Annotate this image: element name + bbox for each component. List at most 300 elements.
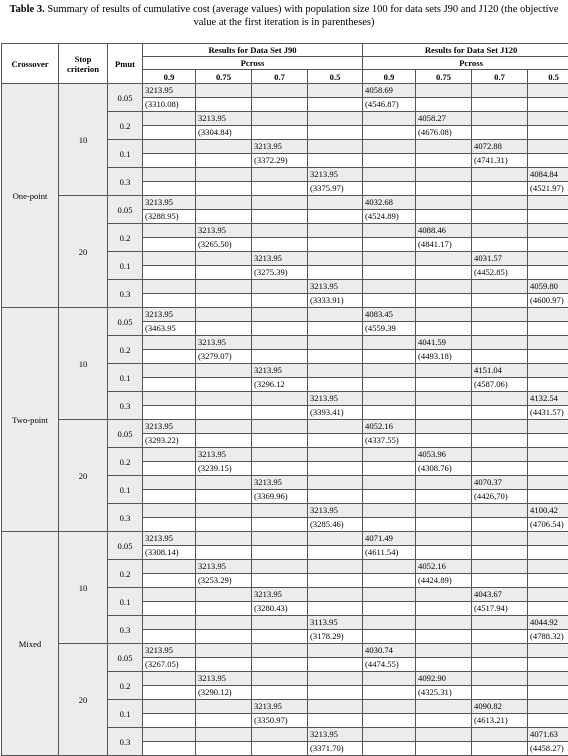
empty-value	[308, 588, 362, 602]
empty-value	[143, 168, 195, 182]
j120-cell	[363, 336, 416, 364]
j120-cell	[416, 728, 472, 756]
j120-cell	[363, 84, 416, 112]
empty-value	[363, 266, 415, 279]
empty-value	[143, 462, 195, 475]
j90-initial-value: (3285.46)	[308, 518, 362, 531]
j90-initial-value: (3371.70)	[308, 742, 362, 755]
j120-initial-value: (4424.89)	[416, 574, 471, 587]
empty-value	[143, 616, 195, 630]
j120-cell	[528, 280, 568, 308]
j90-average-value: 3213.95	[308, 168, 362, 182]
empty-value	[472, 448, 527, 462]
empty-value	[472, 644, 527, 658]
j120-initial-value: (4521.97)	[528, 182, 568, 195]
empty-value	[472, 616, 527, 630]
j120-cell	[363, 168, 416, 196]
j90-initial-value: (3288.95)	[143, 210, 195, 223]
empty-value	[416, 658, 471, 671]
empty-value	[308, 112, 362, 126]
j120-initial-value: (4337.55)	[363, 434, 415, 447]
pmut-label: 0.05	[108, 420, 143, 448]
j90-cell	[143, 448, 196, 476]
empty-value	[472, 350, 527, 363]
table-row	[2, 644, 568, 672]
empty-value	[528, 140, 568, 154]
j90-cell	[143, 420, 196, 448]
pmut-label: 0.1	[108, 252, 143, 280]
j120-cell	[416, 392, 472, 420]
empty-value	[143, 714, 195, 727]
empty-value	[363, 364, 415, 378]
empty-value	[196, 280, 251, 294]
j120-initial-value: (4788.32)	[528, 630, 568, 643]
j90-average-value: 3213.95	[252, 252, 307, 266]
j90-initial-value: (3372.29)	[252, 154, 307, 167]
j90-cell	[308, 196, 363, 224]
j90-cell	[196, 560, 252, 588]
empty-value	[308, 266, 362, 279]
j120-cell	[528, 728, 568, 756]
j90-average-value: 3213.95	[143, 308, 195, 322]
empty-value	[308, 308, 362, 322]
j120-cell	[363, 532, 416, 560]
j120-cell	[363, 616, 416, 644]
header-pmut: Pmut	[108, 44, 143, 84]
j90-cell	[252, 672, 308, 700]
header-pcross-value: 0.75	[196, 70, 252, 84]
empty-value	[143, 406, 195, 419]
empty-value	[143, 392, 195, 406]
empty-value	[363, 112, 415, 126]
j90-cell	[196, 168, 252, 196]
empty-value	[143, 686, 195, 699]
empty-value	[363, 224, 415, 238]
empty-value	[416, 630, 471, 643]
empty-value	[528, 434, 568, 447]
empty-value	[308, 448, 362, 462]
j90-average-value: 3213.95	[308, 728, 362, 742]
stop-criterion-label: 10	[59, 532, 108, 644]
j90-cell	[143, 168, 196, 196]
j90-cell	[308, 336, 363, 364]
empty-value	[528, 378, 568, 391]
empty-value	[416, 602, 471, 615]
j120-average-value: 4132.54	[528, 392, 568, 406]
j120-cell	[363, 140, 416, 168]
j120-cell	[472, 420, 528, 448]
empty-value	[416, 532, 471, 546]
j90-cell	[196, 504, 252, 532]
empty-value	[528, 672, 568, 686]
j90-cell	[308, 588, 363, 616]
j90-average-value: 3213.95	[196, 336, 251, 350]
j120-initial-value: (4546.87)	[363, 98, 415, 111]
empty-value	[143, 742, 195, 755]
j120-cell	[363, 504, 416, 532]
j120-cell	[363, 476, 416, 504]
j120-cell	[363, 588, 416, 616]
j120-cell	[363, 280, 416, 308]
j90-cell	[143, 84, 196, 112]
empty-value	[143, 602, 195, 615]
j120-cell	[472, 364, 528, 392]
caption-text: Summary of results of cumulative cost (average values) with population size 100 for data sets J90 and J120 (the objective value at the first iteration is in parentheses)	[47, 4, 558, 28]
j120-cell	[416, 420, 472, 448]
j120-cell	[363, 700, 416, 728]
empty-value	[528, 560, 568, 574]
j90-initial-value: (3253.29)	[196, 574, 251, 587]
empty-value	[308, 476, 362, 490]
empty-value	[363, 476, 415, 490]
header-pcross-j120: Pcross	[363, 57, 568, 70]
empty-value	[472, 336, 527, 350]
header-pcross-value: 0.7	[472, 70, 528, 84]
empty-value	[472, 434, 527, 447]
j120-cell	[528, 140, 568, 168]
empty-value	[363, 336, 415, 350]
empty-value	[308, 462, 362, 475]
j90-cell	[196, 616, 252, 644]
empty-value	[363, 406, 415, 419]
empty-value	[363, 588, 415, 602]
empty-value	[472, 392, 527, 406]
empty-value	[252, 462, 307, 475]
j120-cell	[472, 168, 528, 196]
j90-cell	[196, 420, 252, 448]
empty-value	[143, 504, 195, 518]
j90-cell	[143, 588, 196, 616]
empty-value	[416, 616, 471, 630]
empty-value	[252, 392, 307, 406]
empty-value	[472, 728, 527, 742]
empty-value	[472, 518, 527, 531]
empty-value	[416, 518, 471, 531]
empty-value	[416, 546, 471, 559]
stop-criterion-label: 20	[59, 196, 108, 308]
j90-cell	[196, 392, 252, 420]
empty-value	[528, 448, 568, 462]
header-stop-criterion: Stop criterion	[59, 44, 108, 84]
empty-value	[416, 182, 471, 195]
pmut-label: 0.05	[108, 532, 143, 560]
j90-cell	[308, 84, 363, 112]
j120-cell	[416, 616, 472, 644]
empty-value	[252, 406, 307, 419]
empty-value	[252, 420, 307, 434]
j120-cell	[528, 644, 568, 672]
header-crossover: Crossover	[2, 44, 59, 84]
header-j120: Results for Data Set J120	[363, 44, 568, 57]
empty-value	[196, 546, 251, 559]
empty-value	[528, 476, 568, 490]
empty-value	[416, 476, 471, 490]
j90-initial-value: (3275.39)	[252, 266, 307, 279]
empty-value	[363, 140, 415, 154]
j120-cell	[528, 392, 568, 420]
empty-value	[363, 742, 415, 755]
empty-value	[472, 742, 527, 755]
empty-value	[528, 322, 568, 335]
j90-cell	[308, 224, 363, 252]
empty-value	[143, 266, 195, 279]
pmut-label: 0.3	[108, 280, 143, 308]
j120-average-value: 4071.49	[363, 532, 415, 546]
j120-cell	[416, 532, 472, 560]
j120-cell	[416, 84, 472, 112]
j90-cell	[143, 196, 196, 224]
j120-cell	[416, 448, 472, 476]
empty-value	[252, 126, 307, 139]
empty-value	[196, 266, 251, 279]
empty-value	[472, 406, 527, 419]
empty-value	[252, 658, 307, 671]
empty-value	[252, 546, 307, 559]
j120-average-value: 4088.46	[416, 224, 471, 238]
empty-value	[472, 308, 527, 322]
j90-cell	[252, 168, 308, 196]
j90-initial-value: (3308.14)	[143, 546, 195, 559]
empty-value	[416, 280, 471, 294]
empty-value	[416, 322, 471, 335]
empty-value	[363, 672, 415, 686]
empty-value	[308, 378, 362, 391]
j90-cell	[196, 532, 252, 560]
j120-cell	[363, 672, 416, 700]
j120-cell	[528, 448, 568, 476]
j90-cell	[308, 112, 363, 140]
empty-value	[196, 196, 251, 210]
j120-cell	[472, 140, 528, 168]
j120-average-value: 4032.68	[363, 196, 415, 210]
j120-average-value: 4059.80	[528, 280, 568, 294]
j90-initial-value: (3267.05)	[143, 658, 195, 671]
j90-cell	[252, 84, 308, 112]
j120-initial-value: (4706.54)	[528, 518, 568, 531]
empty-value	[252, 168, 307, 182]
empty-value	[143, 588, 195, 602]
pmut-label: 0.2	[108, 224, 143, 252]
j120-cell	[528, 560, 568, 588]
empty-value	[472, 196, 527, 210]
j120-average-value: 4058.69	[363, 84, 415, 98]
empty-value	[143, 336, 195, 350]
empty-value	[252, 224, 307, 238]
j120-average-value: 4084.84	[528, 168, 568, 182]
empty-value	[143, 224, 195, 238]
empty-value	[528, 224, 568, 238]
j90-cell	[308, 280, 363, 308]
j90-cell	[143, 644, 196, 672]
empty-value	[196, 168, 251, 182]
j120-cell	[472, 196, 528, 224]
empty-value	[363, 686, 415, 699]
j90-initial-value: (3333.91)	[308, 294, 362, 307]
empty-value	[363, 518, 415, 531]
empty-value	[196, 532, 251, 546]
header-pcross-value: 0.9	[143, 70, 196, 84]
empty-value	[143, 126, 195, 139]
empty-value	[143, 630, 195, 643]
j120-average-value: 4070.37	[472, 476, 527, 490]
empty-value	[528, 588, 568, 602]
empty-value	[196, 644, 251, 658]
j90-average-value: 3213.95	[196, 224, 251, 238]
j120-cell	[472, 588, 528, 616]
j120-cell	[472, 560, 528, 588]
stop-criterion-label: 10	[59, 84, 108, 196]
j90-cell	[308, 140, 363, 168]
j120-average-value: 4030.74	[363, 644, 415, 658]
j120-cell	[416, 224, 472, 252]
empty-value	[363, 602, 415, 615]
empty-value	[143, 672, 195, 686]
j120-cell	[363, 448, 416, 476]
empty-value	[252, 280, 307, 294]
j90-cell	[143, 280, 196, 308]
empty-value	[363, 182, 415, 195]
empty-value	[363, 616, 415, 630]
empty-value	[252, 308, 307, 322]
j90-average-value: 3213.95	[308, 392, 362, 406]
j90-cell	[252, 252, 308, 280]
j120-cell	[528, 84, 568, 112]
empty-value	[472, 210, 527, 223]
j120-initial-value: (4493.18)	[416, 350, 471, 363]
header-pcross-value: 0.7	[252, 70, 308, 84]
j120-initial-value: (4611.54)	[363, 546, 415, 559]
j90-average-value: 3213.95	[196, 560, 251, 574]
empty-value	[528, 308, 568, 322]
j120-initial-value: (4587.06)	[472, 378, 527, 391]
empty-value	[472, 672, 527, 686]
table-row	[2, 420, 568, 448]
header-pcross-value: 0.9	[363, 70, 416, 84]
empty-value	[363, 280, 415, 294]
pmut-label: 0.2	[108, 560, 143, 588]
j90-cell	[143, 112, 196, 140]
j120-cell	[416, 364, 472, 392]
empty-value	[143, 518, 195, 531]
j90-cell	[196, 280, 252, 308]
empty-value	[196, 504, 251, 518]
empty-value	[252, 336, 307, 350]
j90-initial-value: (3375.97)	[308, 182, 362, 195]
j120-cell	[472, 672, 528, 700]
empty-value	[416, 168, 471, 182]
j90-cell	[308, 644, 363, 672]
empty-value	[363, 126, 415, 139]
empty-value	[363, 252, 415, 266]
empty-value	[196, 420, 251, 434]
empty-value	[472, 126, 527, 139]
j90-initial-value: (3463.95	[143, 322, 195, 335]
j90-cell	[252, 392, 308, 420]
empty-value	[472, 560, 527, 574]
empty-value	[472, 84, 527, 98]
empty-value	[252, 84, 307, 98]
j120-cell	[416, 672, 472, 700]
empty-value	[308, 574, 362, 587]
j90-initial-value: (3178.29)	[308, 630, 362, 643]
j120-cell	[416, 140, 472, 168]
j120-initial-value: (4308.76)	[416, 462, 471, 475]
empty-value	[308, 364, 362, 378]
j120-cell	[416, 588, 472, 616]
pmut-label: 0.1	[108, 140, 143, 168]
j120-cell	[416, 336, 472, 364]
j120-cell	[472, 728, 528, 756]
empty-value	[528, 574, 568, 587]
empty-value	[143, 448, 195, 462]
j120-cell	[472, 700, 528, 728]
table-body	[2, 84, 568, 756]
empty-value	[196, 588, 251, 602]
empty-value	[308, 84, 362, 98]
pmut-label: 0.2	[108, 672, 143, 700]
empty-value	[416, 714, 471, 727]
j90-cell	[196, 588, 252, 616]
j120-initial-value: (4426,70)	[472, 490, 527, 503]
empty-value	[363, 630, 415, 643]
empty-value	[196, 84, 251, 98]
empty-value	[196, 308, 251, 322]
empty-value	[308, 154, 362, 167]
pmut-label: 0.2	[108, 112, 143, 140]
empty-value	[416, 406, 471, 419]
j90-cell	[252, 560, 308, 588]
empty-value	[143, 350, 195, 363]
j120-average-value: 4100.42	[528, 504, 568, 518]
table-row	[2, 532, 568, 560]
header-pcross-value: 0.5	[528, 70, 568, 84]
j90-average-value: 3213.95	[308, 280, 362, 294]
empty-value	[416, 728, 471, 742]
j90-initial-value: (3279.07)	[196, 350, 251, 363]
empty-value	[308, 602, 362, 615]
j120-cell	[472, 532, 528, 560]
empty-value	[528, 210, 568, 223]
empty-value	[143, 700, 195, 714]
j90-initial-value: (3350.97)	[252, 714, 307, 727]
empty-value	[416, 742, 471, 755]
empty-value	[196, 630, 251, 643]
j120-average-value: 4044.92	[528, 616, 568, 630]
j120-cell	[363, 560, 416, 588]
j120-cell	[416, 168, 472, 196]
j90-cell	[308, 700, 363, 728]
j90-cell	[308, 168, 363, 196]
pmut-label: 0.1	[108, 476, 143, 504]
empty-value	[143, 294, 195, 307]
empty-value	[143, 252, 195, 266]
empty-value	[416, 588, 471, 602]
j90-cell	[196, 140, 252, 168]
empty-value	[196, 182, 251, 195]
empty-value	[528, 420, 568, 434]
pmut-label: 0.1	[108, 588, 143, 616]
j120-average-value: 4041.59	[416, 336, 471, 350]
empty-value	[528, 644, 568, 658]
empty-value	[416, 490, 471, 503]
j90-cell	[252, 700, 308, 728]
empty-value	[416, 294, 471, 307]
empty-value	[196, 476, 251, 490]
empty-value	[143, 378, 195, 391]
empty-value	[252, 434, 307, 447]
j120-average-value: 4031.57	[472, 252, 527, 266]
j90-cell	[143, 700, 196, 728]
